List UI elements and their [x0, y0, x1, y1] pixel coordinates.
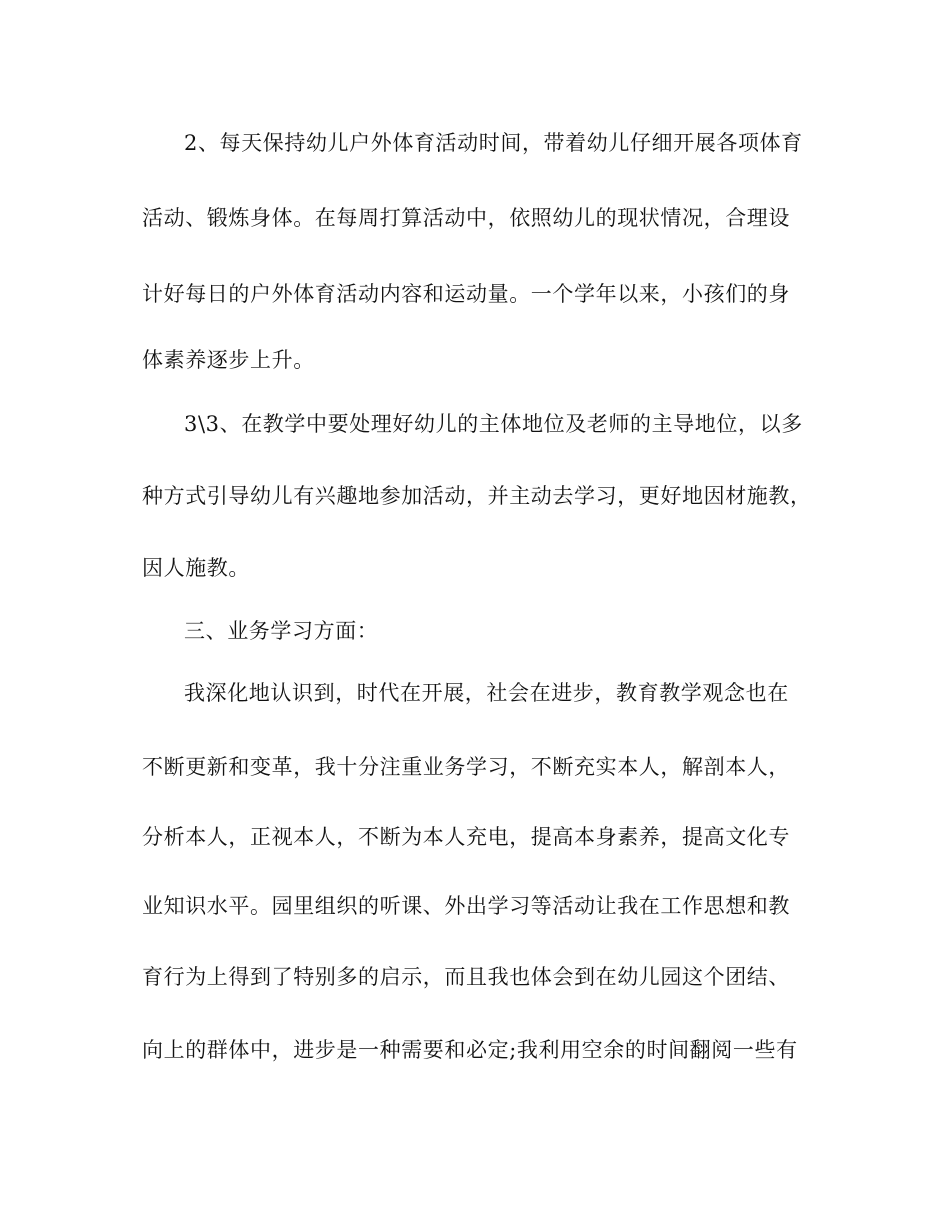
paragraph-line: 我深化地认识到，时代在开展，社会在进步，教育教学观念也在	[184, 681, 789, 705]
paragraph-line: 分析本人，正视本人，不断为本人充电，提高本身素养，提高文化专	[142, 825, 790, 849]
paragraph-line: 因人施教。	[142, 556, 250, 580]
paragraph-line: 体素养逐步上升。	[142, 348, 315, 372]
paragraph-line: 向上的群体中，进步是一种需要和必定;我利用空余的时间翻阅一些有	[142, 1038, 798, 1062]
paragraph-line: 3\3、在教学中要处理好幼儿的主体地位及老师的主导地位，以多	[184, 412, 803, 436]
paragraph-line: 业知识水平。园里组织的听课、外出学习等活动让我在工作思想和教	[142, 894, 790, 918]
paragraph-line: 种方式引导幼儿有兴趣地参加活动，并主动去学习，更好地因材施教，	[142, 484, 812, 508]
paragraph-line: 计好每日的户外体育活动内容和运动量。一个学年以来，小孩们的身	[142, 282, 790, 306]
paragraph-line: 活动、锻炼身体。在每周打算活动中，依照幼儿的现状情况，合理设	[142, 206, 790, 230]
paragraph-line: 2、每天保持幼儿户外体育活动时间，带着幼儿仔细开展各项体育	[184, 131, 803, 155]
paragraph-line: 育行为上得到了特别多的启示，而且我也体会到在幼儿园这个团结、	[142, 965, 790, 989]
section-heading: 三、业务学习方面：	[184, 619, 379, 643]
paragraph-line: 不断更新和变革，我十分注重业务学习，不断充实本人，解剖本人，	[142, 755, 790, 779]
